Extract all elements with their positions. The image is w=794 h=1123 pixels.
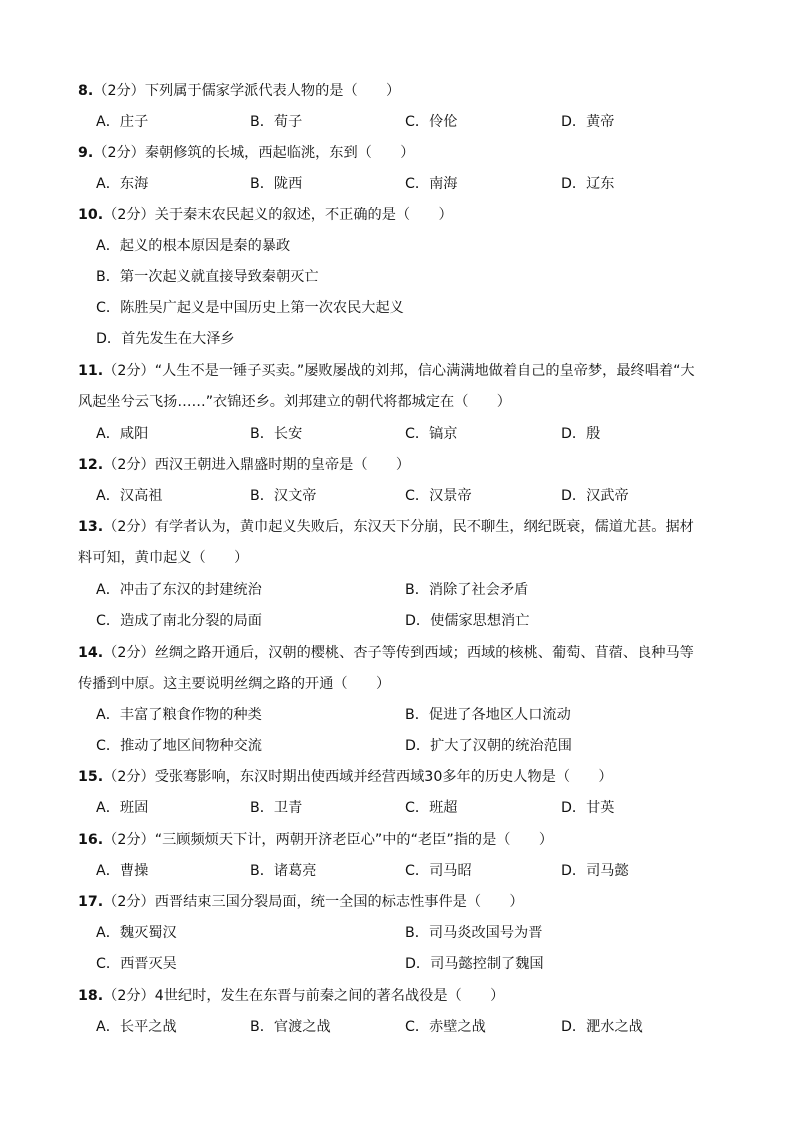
question-score: （2分） bbox=[103, 363, 155, 379]
option-c: C．陈胜吴广起义是中国历史上第一次农民大起义 bbox=[96, 300, 404, 316]
option-a: A．班固 bbox=[96, 800, 149, 816]
option-a: A．曹操 bbox=[96, 863, 149, 879]
option-b: B．促进了各地区人口流动 bbox=[405, 707, 571, 723]
options-11 bbox=[96, 419, 736, 450]
question-number: 16. bbox=[78, 832, 104, 848]
question-number: 12. bbox=[78, 457, 104, 473]
option-c: C．班超 bbox=[405, 800, 458, 816]
question-text: 4世纪时，发生在东晋与前秦之间的著名战役是（ ） bbox=[154, 988, 505, 1004]
option-d: D．辽东 bbox=[561, 176, 615, 192]
question-score: （2分） bbox=[93, 83, 145, 99]
option-b: B．第一次起义就直接导致秦朝灭亡 bbox=[96, 269, 319, 285]
option-row bbox=[96, 293, 736, 324]
question-9 bbox=[78, 138, 718, 169]
question-text: 秦朝修筑的长城，西起临洮，东到（ ） bbox=[144, 145, 415, 161]
option-c: C．镐京 bbox=[405, 426, 458, 442]
question-number: 18. bbox=[78, 988, 104, 1004]
options-13-row1 bbox=[96, 575, 736, 606]
question-text: 西汉王朝进入鼎盛时期的皇帝是（ ） bbox=[154, 457, 411, 473]
question-score: （2分） bbox=[93, 145, 145, 161]
question-17 bbox=[78, 887, 718, 918]
options-9 bbox=[96, 169, 736, 200]
option-b: B．诸葛亮 bbox=[250, 863, 317, 879]
question-number: 15. bbox=[78, 769, 104, 785]
question-text: 受张骞影响，东汉时期出使西域并经营西域30多年的历史人物是（ ） bbox=[154, 769, 613, 785]
question-13 bbox=[78, 512, 718, 543]
option-d: D．殷 bbox=[561, 426, 601, 442]
option-b: B．消除了社会矛盾 bbox=[405, 582, 529, 598]
options-8 bbox=[96, 107, 736, 138]
option-c: C．伶伦 bbox=[405, 114, 458, 130]
question-14 bbox=[78, 638, 718, 669]
question-score: （2分） bbox=[103, 894, 155, 910]
option-a: A．长平之战 bbox=[96, 1019, 177, 1035]
question-number: 11. bbox=[78, 363, 104, 379]
question-score: （2分） bbox=[103, 519, 155, 535]
question-text: 下列属于儒家学派代表人物的是（ ） bbox=[144, 83, 401, 99]
question-16 bbox=[78, 825, 718, 856]
question-text: 料可知，黄巾起义（ ） bbox=[78, 550, 249, 566]
question-number: 14. bbox=[78, 645, 104, 661]
question-score: （2分） bbox=[103, 832, 155, 848]
options-18 bbox=[96, 1012, 736, 1043]
question-score: （2分） bbox=[103, 769, 155, 785]
question-text: 有学者认为，黄巾起义失败后，东汉天下分崩，民不聊生，纲纪既衰，儒道尤甚。据材 bbox=[154, 519, 694, 535]
option-b: B．司马炎改国号为晋 bbox=[405, 925, 543, 941]
question-text: “人生不是一锤子买卖。”屡败屡战的刘邦，信心满满地做着自己的皇帝梦，最终唱着“大 bbox=[154, 363, 695, 379]
question-number: 17. bbox=[78, 894, 104, 910]
option-c: C．南海 bbox=[405, 176, 458, 192]
question-text: 风起坐兮云飞扬……”衣锦还乡。刘邦建立的朝代将都城定在（ ） bbox=[78, 394, 511, 410]
option-d: D．司马懿控制了魏国 bbox=[405, 956, 544, 972]
options-13-row2 bbox=[96, 606, 736, 637]
question-text: 传播到中原。这主要说明丝绸之路的开通（ ） bbox=[78, 676, 391, 692]
option-a: A．汉高祖 bbox=[96, 488, 163, 504]
option-b: B．长安 bbox=[250, 426, 303, 442]
options-15 bbox=[96, 793, 736, 824]
question-score: （2分） bbox=[103, 645, 155, 661]
question-text: 丝绸之路开通后，汉朝的樱桃、杏子等传到西域；西域的核桃、葡萄、苜蓿、良种马等 bbox=[154, 645, 694, 661]
option-b: B．荀子 bbox=[250, 114, 303, 130]
option-a: A．庄子 bbox=[96, 114, 149, 130]
question-score: （2分） bbox=[103, 988, 155, 1004]
question-number: 8. bbox=[78, 83, 94, 99]
options-17-row2 bbox=[96, 949, 736, 980]
question-number: 13. bbox=[78, 519, 104, 535]
question-text: 西晋结束三国分裂局面，统一全国的标志性事件是（ ） bbox=[154, 894, 524, 910]
question-number: 10. bbox=[78, 207, 104, 223]
option-c: C．推动了地区间物种交流 bbox=[96, 738, 262, 754]
option-b: B．官渡之战 bbox=[250, 1019, 331, 1035]
option-c: C．赤壁之战 bbox=[405, 1019, 486, 1035]
question-text: “三顾频烦天下计，两朝开济老臣心”中的“老臣”指的是（ ） bbox=[154, 832, 554, 848]
question-number: 9. bbox=[78, 145, 94, 161]
option-d: D．扩大了汉朝的统治范围 bbox=[405, 738, 572, 754]
option-d: D．汉武帝 bbox=[561, 488, 629, 504]
option-row bbox=[96, 324, 736, 355]
option-b: B．汉文帝 bbox=[250, 488, 317, 504]
question-14-continued bbox=[78, 669, 718, 700]
question-score: （2分） bbox=[103, 457, 155, 473]
option-a: A．丰富了粮食作物的种类 bbox=[96, 707, 262, 723]
question-18 bbox=[78, 981, 718, 1012]
option-c: C．汉景帝 bbox=[405, 488, 472, 504]
option-b: B．陇西 bbox=[250, 176, 303, 192]
question-8 bbox=[78, 76, 718, 107]
question-text: 关于秦末农民起义的叙述，不正确的是（ ） bbox=[154, 207, 453, 223]
option-row bbox=[96, 231, 736, 262]
option-b: B．卫青 bbox=[250, 800, 303, 816]
option-d: D．甘英 bbox=[561, 800, 615, 816]
question-11 bbox=[78, 356, 718, 387]
option-d: D．黄帝 bbox=[561, 114, 615, 130]
option-a: A．魏灭蜀汉 bbox=[96, 925, 177, 941]
option-row bbox=[96, 262, 736, 293]
option-d: D．使儒家思想消亡 bbox=[405, 613, 530, 629]
option-d: D．淝水之战 bbox=[561, 1019, 643, 1035]
option-a: A．起义的根本原因是秦的暴政 bbox=[96, 238, 291, 254]
option-c: C．司马昭 bbox=[405, 863, 472, 879]
question-13-continued bbox=[78, 543, 718, 574]
option-a: A．冲击了东汉的封建统治 bbox=[96, 582, 262, 598]
options-17-row1 bbox=[96, 918, 736, 949]
options-12 bbox=[96, 481, 736, 512]
question-score: （2分） bbox=[103, 207, 155, 223]
question-11-continued bbox=[78, 387, 718, 418]
options-14-row1 bbox=[96, 700, 736, 731]
options-16 bbox=[96, 856, 736, 887]
option-a: A．东海 bbox=[96, 176, 149, 192]
options-14-row2 bbox=[96, 731, 736, 762]
question-15 bbox=[78, 762, 718, 793]
option-d: D．司马懿 bbox=[561, 863, 629, 879]
question-10 bbox=[78, 200, 718, 231]
option-c: C．造成了南北分裂的局面 bbox=[96, 613, 262, 629]
option-d: D．首先发生在大泽乡 bbox=[96, 331, 235, 347]
option-a: A．咸阳 bbox=[96, 426, 149, 442]
option-c: C．西晋灭吴 bbox=[96, 956, 177, 972]
question-12 bbox=[78, 450, 718, 481]
